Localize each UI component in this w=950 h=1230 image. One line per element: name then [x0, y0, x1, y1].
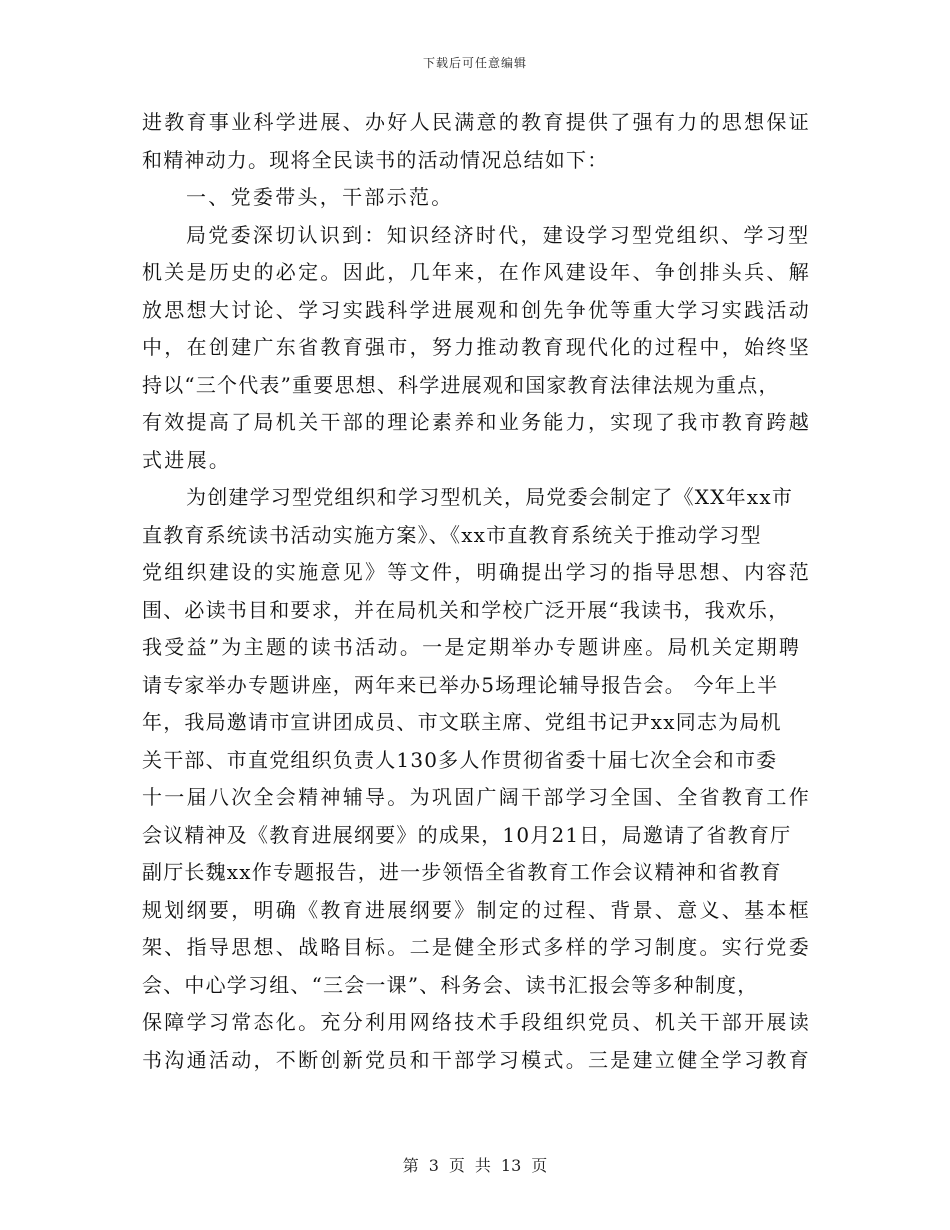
page-header-note: 下载后可任意编辑	[422, 56, 527, 70]
text-line: 机关是历史的必定。因此，几年来，在作风建设年、争创排头兵、解	[142, 260, 811, 284]
document-body	[142, 104, 810, 1079]
section-heading: 一、党委带头，干部示范。	[186, 185, 454, 209]
text-line: 有效提高了局机关干部的理论素养和业务能力，实现了我市教育跨越	[142, 410, 811, 434]
text-line: 请专家举办专题讲座，两年来已举办5场理论辅导报告会。 今年上半	[142, 672, 779, 697]
footer-suffix: 页	[531, 1156, 548, 1175]
text-line: 党组织建设的实施意见》等文件，明确提出学习的指导思想、内容范	[142, 560, 811, 584]
text-line: 围、必读书目和要求，并在局机关和学校广泛开展“我读书，我欢乐，	[142, 597, 790, 622]
text-line: 保障学习常态化。充分利用网络技术手段组织党员、机关干部开展读	[142, 1010, 811, 1034]
text-line: 年，我局邀请市宣讲团成员、市文联主席、党组书记尹xx同志为局机	[142, 710, 782, 734]
total-page-count: 13	[500, 1156, 522, 1175]
text-line: 中，在创建广东省教育强市，努力推动教育现代化的过程中，始终坚	[142, 335, 811, 359]
text-line: 式进展。	[142, 447, 232, 472]
text-line: 直教育系统读书活动实施方案》、《xx市直教育系统关于推动学习型	[142, 522, 762, 547]
footer-page-word: 页	[448, 1156, 465, 1175]
text-line: 副厅长魏xx作专题报告，进一步领悟全省教育工作会议精神和省教育	[142, 860, 782, 884]
text-line: 持以“三个代表”重要思想、科学进展观和国家教育法律法规为重点，	[142, 372, 780, 397]
current-page-number: 3	[428, 1156, 439, 1175]
paragraph-start-line: 局党委深切认识到：知识经济时代，建设学习型党组织、学习型	[186, 222, 811, 247]
text-line: 和精神动力。现将全民读书的活动情况总结如下：	[142, 147, 609, 172]
text-line: 架、指导思想、战略目标。二是健全形式多样的学习制度。实行党委	[142, 935, 811, 959]
text-line: 进教育事业科学进展、办好人民满意的教育提供了强有力的思想保证	[142, 110, 811, 134]
text-line: 我受益”为主题的读书活动。一是定期举办专题讲座。局机关定期聘	[142, 635, 802, 659]
footer-total-prefix: 共	[474, 1156, 491, 1175]
footer-prefix: 第	[402, 1156, 419, 1175]
text-line: 会议精神及《教育进展纲要》的成果，10月21日，局邀请了省教育厅	[142, 822, 792, 847]
page-footer	[0, 1153, 950, 1176]
text-line: 十一届八次全会精神辅导。为巩固广阔干部学习全国、全省教育工作	[142, 785, 811, 809]
text-line: 书沟通活动，不断创新党员和干部学习模式。三是建立健全学习教育	[142, 1047, 811, 1072]
text-line: 会、中心学习组、“三会一课”、科务会、读书汇报会等多种制度，	[142, 972, 759, 997]
text-line: 放思想大讨论、学习实践科学进展观和创先争优等重大学习实践活动	[142, 297, 811, 322]
text-line: 规划纲要，明确《教育进展纲要》制定的过程、背景、意义、基本框	[142, 897, 811, 922]
paragraph-start-line: 为创建学习型党组织和学习型机关，局党委会制定了《XX年xx市	[186, 485, 794, 509]
text-line: 关干部、市直党组织负责人130多人作贯彻省委十届七次全会和市委	[142, 747, 778, 772]
